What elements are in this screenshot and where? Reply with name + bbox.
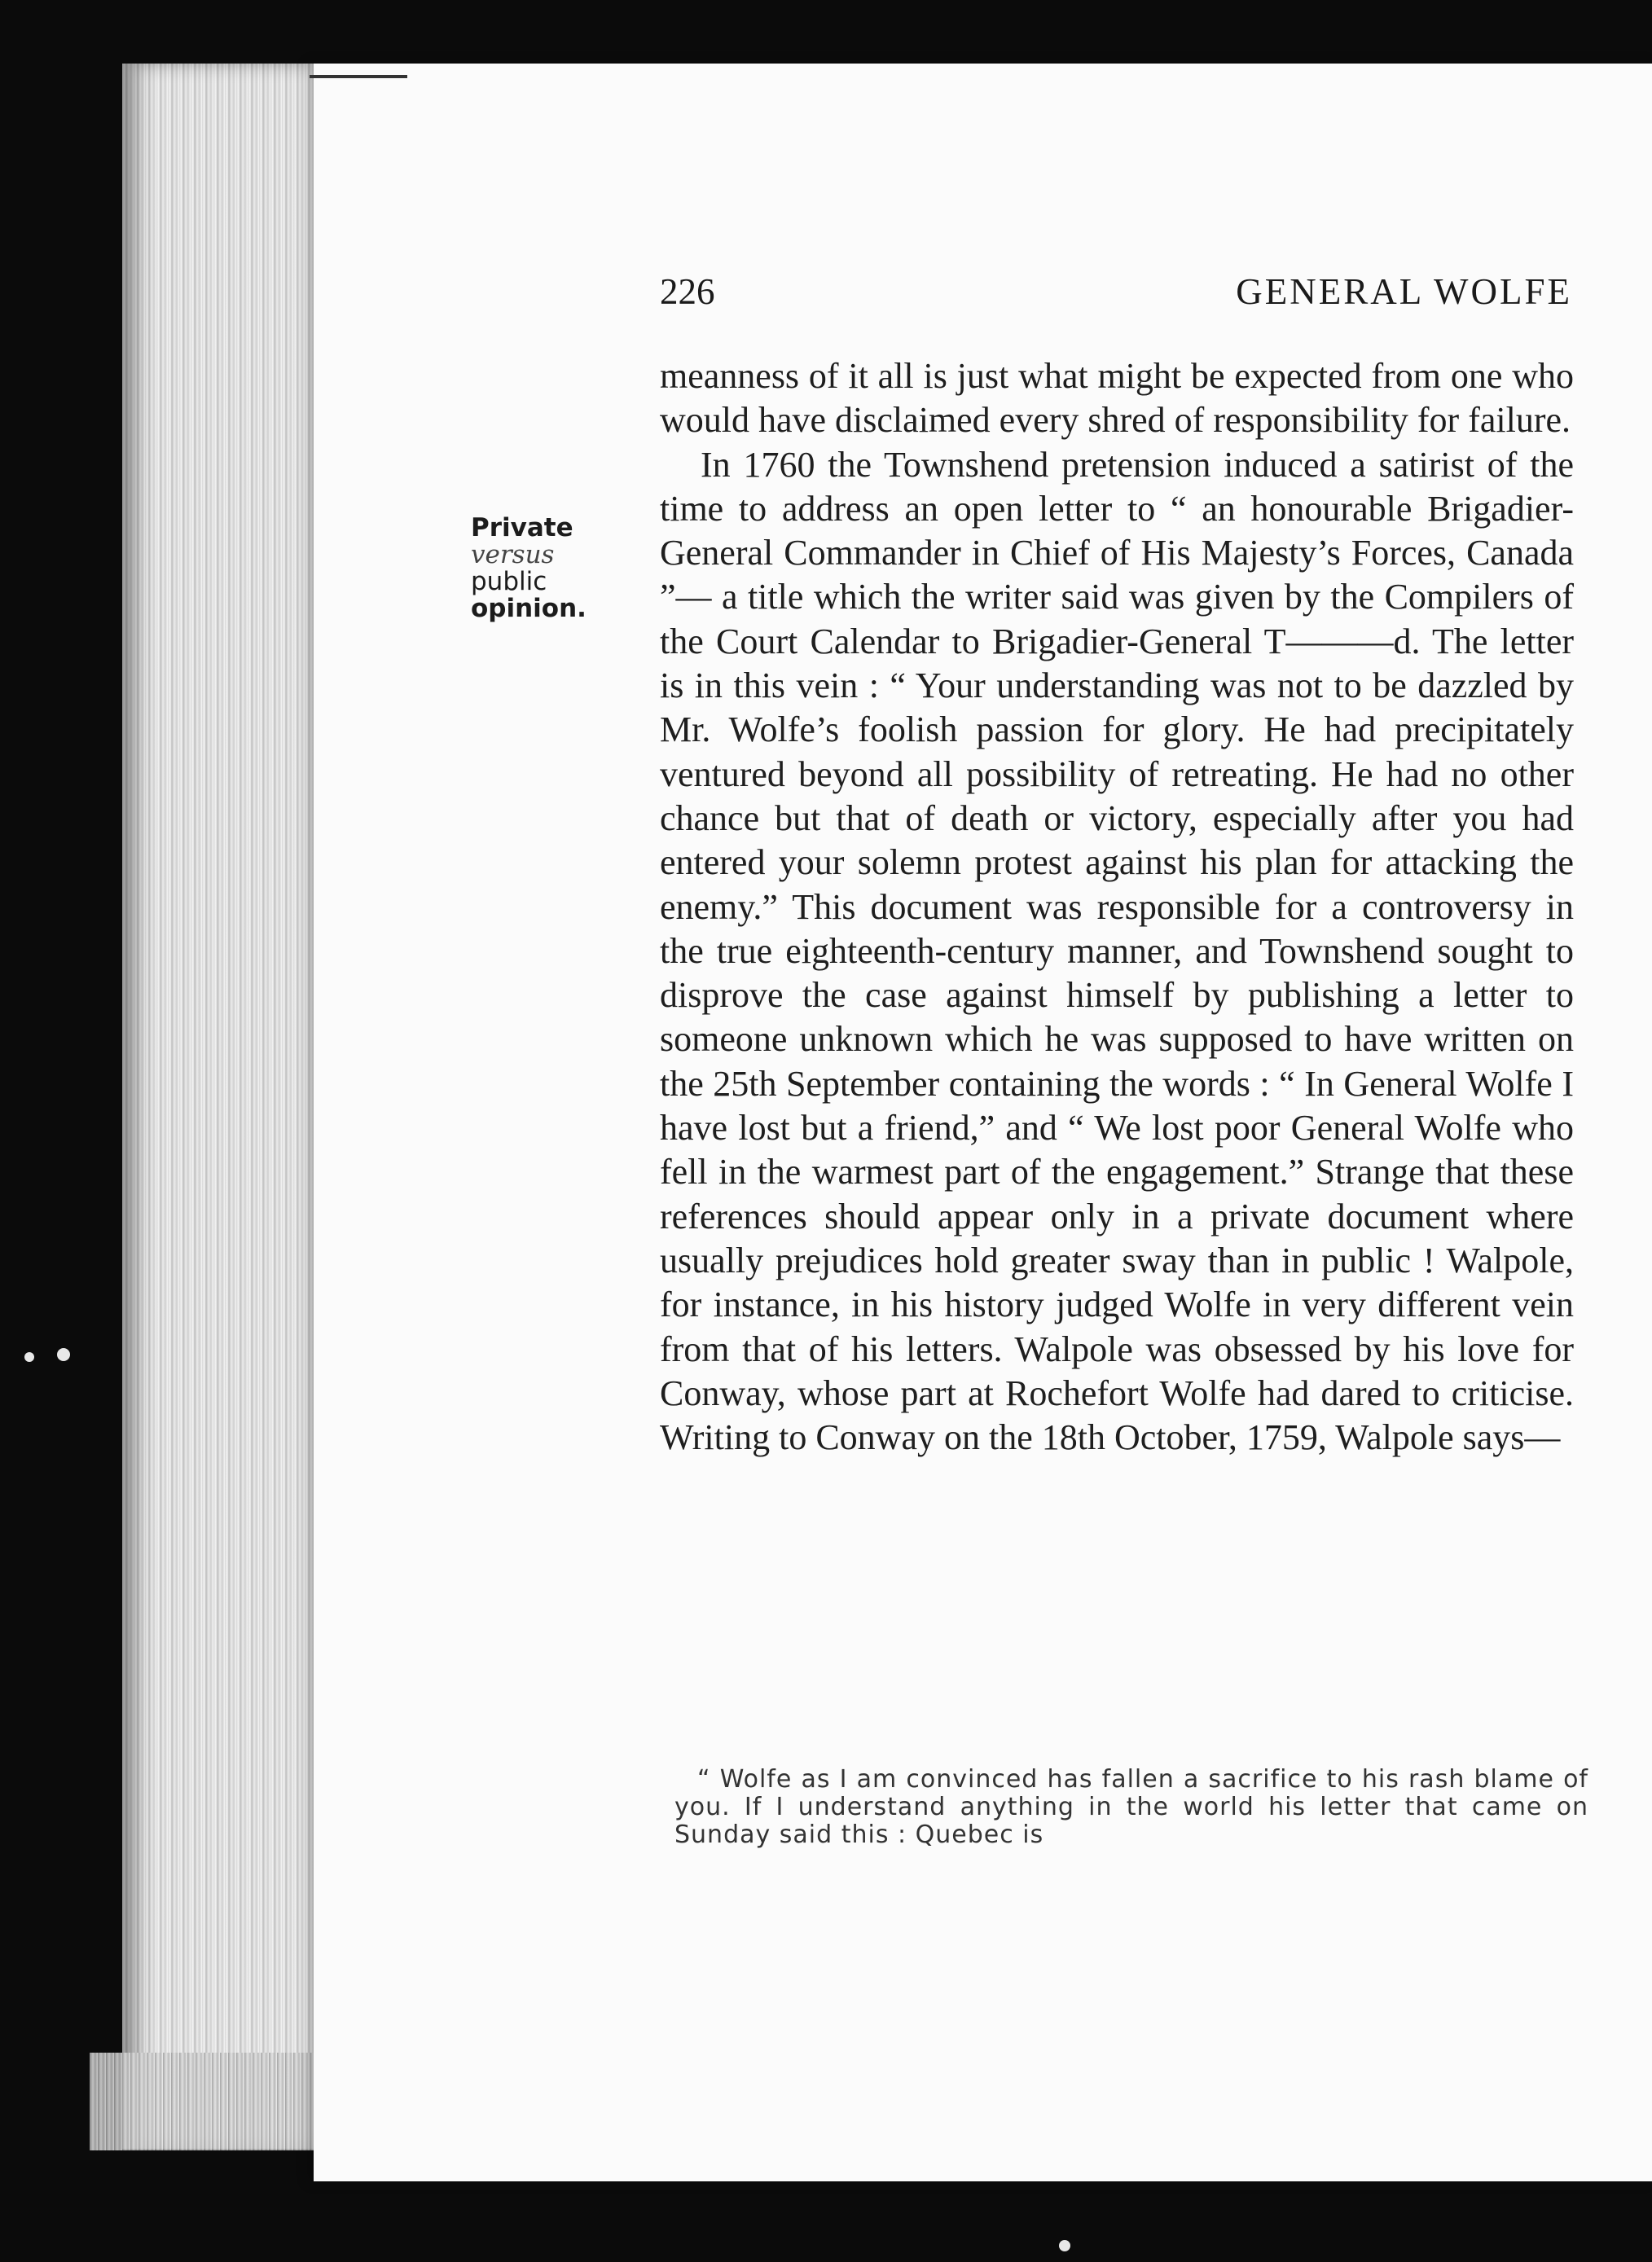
margin-note-line: public bbox=[471, 567, 547, 596]
running-title: GENERAL WOLFE bbox=[1236, 271, 1572, 312]
margin-note-line: versus bbox=[471, 540, 555, 569]
top-rule bbox=[310, 75, 407, 78]
body-text bbox=[660, 354, 1574, 1460]
dust-speck bbox=[1059, 2240, 1070, 2251]
margin-note-line: Private bbox=[471, 513, 573, 542]
page-edges-bottom bbox=[90, 2053, 334, 2150]
page-header bbox=[660, 270, 1572, 319]
margin-note bbox=[471, 515, 634, 622]
paragraph: In 1760 the Townshend pretension induced a satirist of the time to address an open letter to “ an honourable Brigadier-General Commander in Chief of His Majesty’s Forces, Canada ”— a title which the writer said was given by the Compilers of the Court Calendar to Brigadier-General T———d. The letter is in this vein : “ Your understanding was not to be dazzled by Mr. Wolfe’s foolish passion for glory. He had precipitately ventured beyond all possibility of retreating. He had no other chance but that of death or victory, especially after you had entered your solemn protest against his plan for attacking the enemy.” This document was responsible for a controversy in the true eighteenth-century manner, and Townshend sought to disprove the case against himself by publishing a letter to someone unknown which he was supposed to have written on the 25th September containing the words : “ In General Wolfe I have lost but a friend,” and “ We lost poor General Wolfe who fell in the warmest part of the engagement.” Strange that these references should appear only in a private document where usually prejudices hold greater sway than in public ! Walpole, for instance, in his history judged Wolfe in very different vein from that of his letters. Walpole was obsessed by his love for Conway, whose part at Rochefort Wolfe had dared to criticise. Writing to Conway on the 18th October, 1759, Walpole says— bbox=[660, 444, 1574, 1458]
paragraph: meanness of it all is just what might be expected from one who would have disclaimed every shred of responsibility for failure. bbox=[660, 356, 1574, 441]
margin-note-line: opinion. bbox=[471, 594, 587, 623]
block-quote bbox=[674, 1766, 1588, 1849]
page-number: 226 bbox=[660, 271, 715, 312]
dust-speck bbox=[24, 1352, 34, 1362]
quote-text: “ Wolfe as I am convinced has fallen a sacrifice to his rash blame of you. If I understand anything in the world his letter that came on Sunday said this : Quebec is bbox=[674, 1765, 1588, 1849]
stacked-page-edges bbox=[122, 64, 326, 2149]
dust-speck bbox=[57, 1348, 70, 1361]
